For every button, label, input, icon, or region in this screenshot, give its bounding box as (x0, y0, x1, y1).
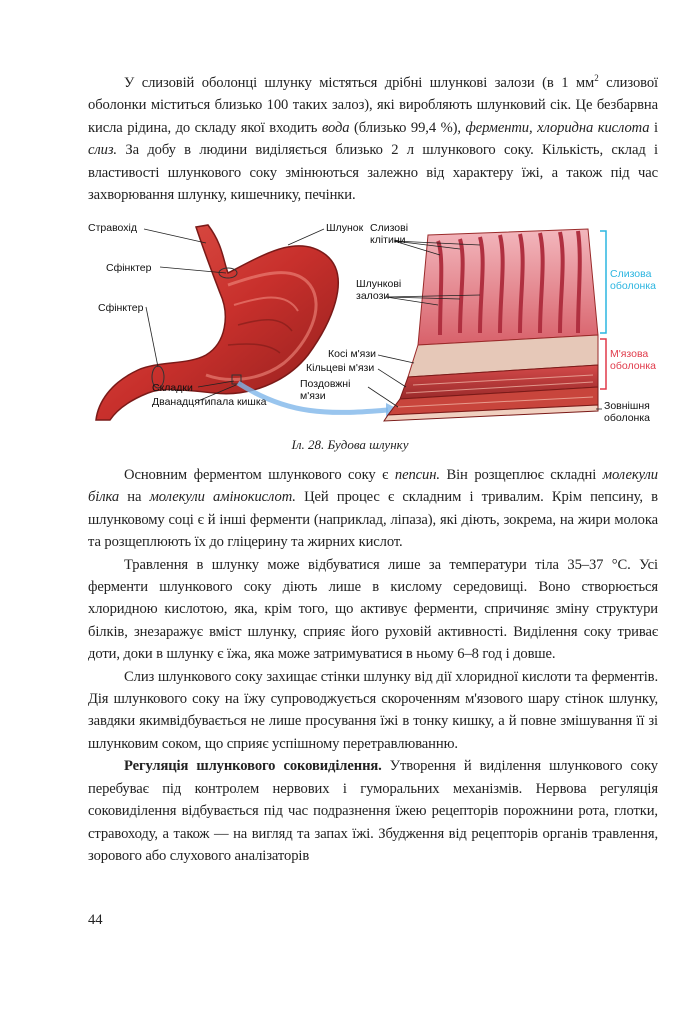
stomach-wall-drawing (384, 229, 598, 421)
label-zovnishnia-2: оболонка (604, 412, 651, 424)
paragraph-mucus: Слиз шлункового соку захищає стінки шлунку від дії хлоридної кислоти та ферментів. Дія шлункового соку на їжу супроводжується скороченням м'язового шару стінок шлунку, завдяки якимвідбувається не лише просування їжі в тонку кишку, а й повне змішування її зі шлунковим соком, що сприяє успішному перетравлюванню. (88, 668, 658, 752)
label-stravokhid: Стравохід (88, 222, 137, 234)
label-miazova-1: М'язова (610, 348, 649, 360)
label-shlunkovi-1: Шлункові (356, 278, 402, 290)
paragraph-gastric-glands: У слизовій оболонці шлунку містяться дрібні шлункові залози (в 1 $мм^2$ слизової оболонки міститься близько 100 таких залоз), які виробляють шлунковий сік. Це безбарвна кисла рідина, до складу якої входить вода (близько 99,4 %), ферменти, хлоридна кислота і слиз. За добу в людини виділяється близько 2 л шлункового соку. Кількість, склад і властивості шлункового соку змінюються залежно від характеру їжі, а також під час захворювання шлунку, кишечнику, печінки. (88, 73, 659, 204)
label-slyzovi-1: Слизові (370, 222, 409, 234)
label-slyzovi-2: клітини (370, 234, 406, 246)
body-text (88, 464, 658, 867)
label-sfinkter-upper: Сфінктер (106, 262, 152, 274)
label-slyzova-2: оболонка (610, 280, 657, 292)
stomach-illustration (88, 215, 658, 435)
label-kiltsevi: Кільцеві м'язи (306, 362, 375, 374)
paragraph-pepsin: Основним ферментом шлункового соку є пепсин. Він розщеплює складні молекули білка на молекули амінокислот. Цей процес є складним і тривалим. Крім пепсину, в шлунковому соці є й інші ферменти (наприклад, ліпаза), які діють, зокрема, на жири молока та розщеплюють їх до гліцерину та жирних кислот. (88, 467, 658, 551)
label-slyzova-1: Слизова (610, 268, 652, 280)
stomach-structure-figure (88, 215, 658, 435)
label-zovnishnia-1: Зовнішня (604, 400, 650, 412)
paragraph-regulation: Регуляція шлункового соковиділення. Утворення й виділення шлункового соку перебуває під контролем нервових і гуморальних механізмів. Нервова регуляція соковиділення відбувається під час подразнення їжею рецепторів порожнини рота, глотки, стравоходу, а також — на вигляд та запах їжі. Збудження від рецепторів органів травлення, зорового або слухового аналізаторів (88, 758, 658, 864)
label-skladky: Складки (152, 382, 193, 394)
paragraph-digestion-temperature: Травлення в шлунку може відбуватися лише за температури тіла 35–37 °С. Усі ферменти шлункового соку діють лише в кислому середовищі. Воно створюється хлоридною кислотою, яка, крім того, що активує ферменти, спричиняє зміну структури білків, знезаражує вміст шлунку, сприяє його руховій активності. Виділення соку триває доти, доки в шлунку є їжа, яка може затримуватися в ньому 6–8 год і довше. (88, 556, 658, 663)
label-sfinkter-lower: Сфінктер (98, 302, 144, 314)
label-pozdovzhni-1: Поздовжні (300, 378, 351, 390)
label-duodenum: Дванадцятипала кишка (152, 396, 267, 408)
label-pozdovzhni-2: м'язи (300, 390, 326, 402)
label-shlunkovi-2: залози (356, 290, 390, 302)
label-miazova-2: оболонка (610, 360, 657, 372)
label-shlunok: Шлунок (326, 222, 364, 234)
figure-caption: Іл. 28. Будова шлунку (291, 437, 409, 452)
page-number: 44 (88, 912, 103, 928)
label-kosi: Косі м'язи (328, 348, 377, 360)
